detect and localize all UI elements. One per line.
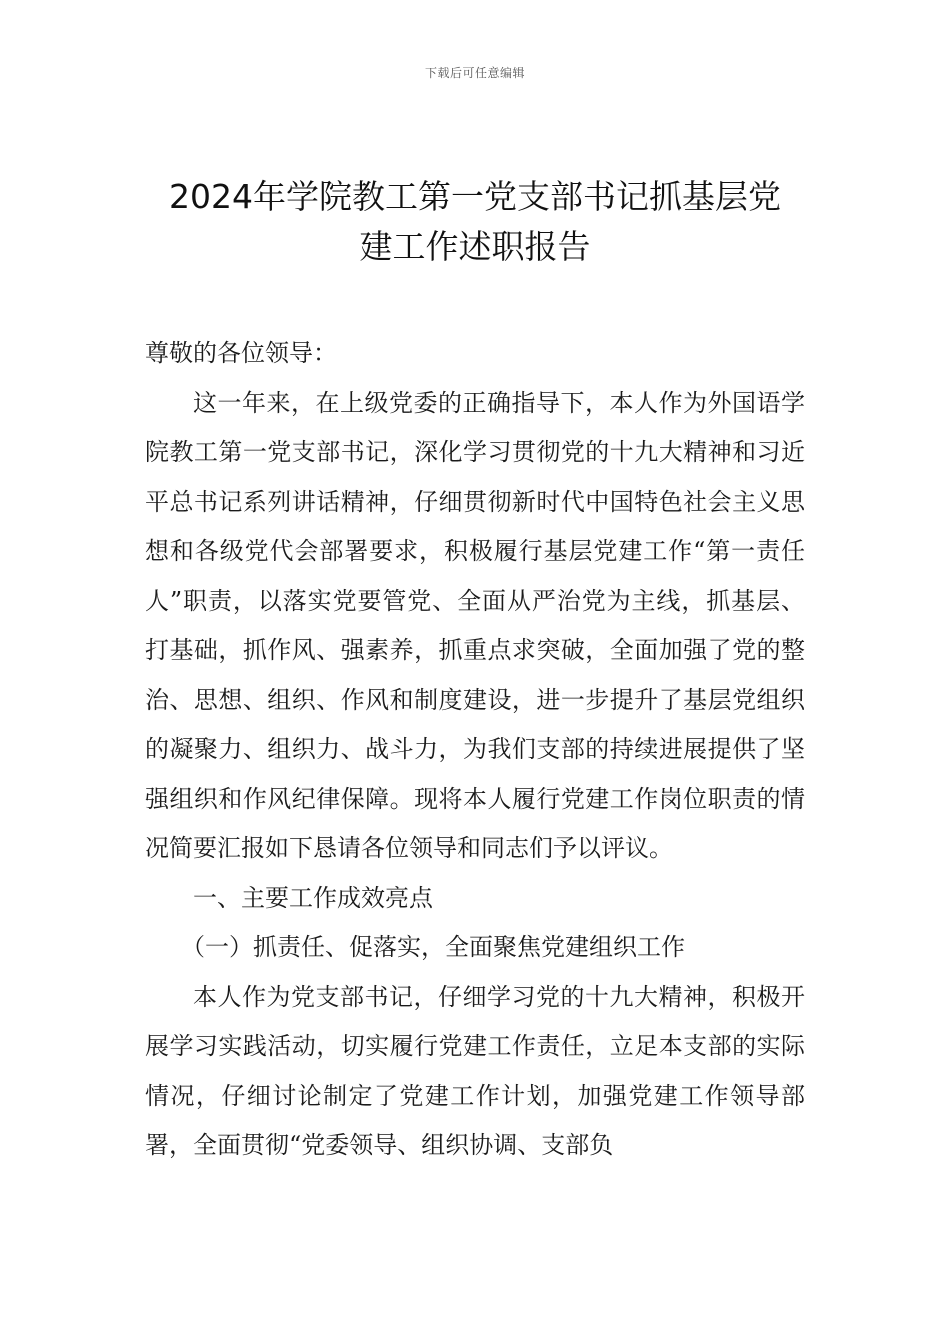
paragraph-body: 本人作为党支部书记，仔细学习党的十九大精神，积极开展学习实践活动，切实履行党建工作责任，立足本支部的实际情况，仔细讨论制定了党建工作计划，加强党建工作领导部署，全面贯彻“党委领导、组织协调、支部负 xyxy=(145,982,805,1159)
section-heading: 一、主要工作成效亮点 xyxy=(193,883,433,912)
salutation: 尊敬的各位领导： xyxy=(145,339,337,367)
document-title xyxy=(110,172,840,272)
header-note: 下载后可任意编辑 xyxy=(424,66,525,80)
title-line-2: 建工作述职报告 xyxy=(359,227,591,266)
title-line-1: 2024年学院教工第一党支部书记抓基层党 xyxy=(169,177,781,216)
subsection-heading: （一）抓责任、促落实，全面聚焦党建组织工作 xyxy=(181,933,685,961)
paragraph-intro: 这一年来，在上级党委的正确指导下，本人作为外国语学院教工第一党支部书记，深化学习贯彻党的十九大精神和习近平总书记系列讲话精神，仔细贯彻新时代中国特色社会主义思想和各级党代会部署要求，积极履行基层党建工作“第一责任人”职责，以落实党要管党、全面从严治党为主线，抓基层、打基础，抓作风、强素养，抓重点求突破，全面加强了党的整治、思想、组织、作风和制度建设，进一步提升了基层党组织的凝聚力、组织力、战斗力，为我们支部的持续进展提供了坚强组织和作风纪律保障。现将本人履行党建工作岗位职责的情况简要汇报如下恳请各位领导和同志们予以评议。 xyxy=(145,388,805,862)
document-body xyxy=(145,329,805,1171)
